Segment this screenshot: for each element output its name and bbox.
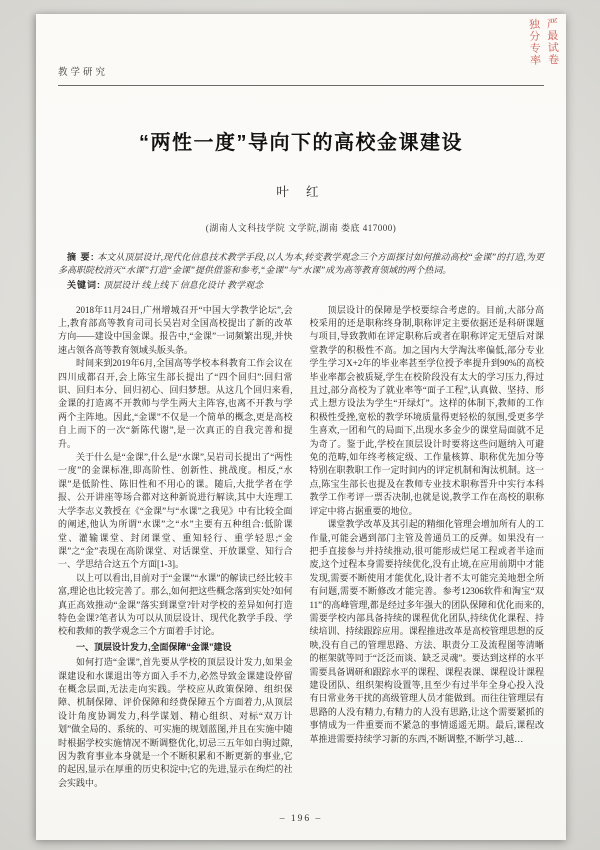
body-paragraph: 以上可以看出,目前对于“金课”“水课”的解读已经比较丰富,理论也比较完善了。那么,如何把这些概念落到实处?如何真正高效推动“金课”落实到课堂?针对学校的差异如何打造特色金课?笔者认为可以从顶层设计、现代化教学手段、学校和教师的教学观念三个方面着手讨论。 bbox=[58, 572, 293, 637]
body-paragraph: 时间来到2019年6月,全国高等学校本科教育工作会议在四川成都召开,会上陈宝生部长提出了“四个回归”:回归常识、回归本分、回归初心、回归梦想。从这几个回归来看,金课的打造离不开教师与学生两大主阵容,也离不开教与学两个主阵地。因此,“金课”不仅是一个简单的概念,更是高校自上而下的一次“新陈代谢”,是一次真正的自我完善和提升。 bbox=[58, 358, 293, 449]
stamp-column-2: 严最试卷 bbox=[545, 17, 559, 66]
page-content bbox=[36, 14, 566, 840]
body-paragraph: 2018年11月24日,广州增城召开“中国大学教学论坛”,会上,教育部高等教育司司长吴岩对全国高校提出了新的改革方向——建设中国金课。报告中,“金课”一词频繁出现,并快速占领各高等教育领域头版头条。 bbox=[58, 304, 293, 355]
keywords-text: 顶层设计 线上线下 信息化设计 教学观念 bbox=[103, 280, 264, 291]
article-body bbox=[58, 304, 544, 793]
author-name: 叶 红 bbox=[276, 185, 326, 199]
header-divider bbox=[58, 85, 544, 86]
body-paragraph: 顶层设计的保障是学校要综合考虑的。目前,大部分高校采用的还是职称终身制,职称评定主要依据还是科研课题与项目,导致教师在评定职称后或者在职称评定无望后对课堂教学的积极性不高。加之国内大学淘汰率偏低,部分专业学生学习X+2年的毕业率甚至学位授予率提升到90%的高校毕业率都会被质疑,学生在校阶段没有太大的学习压力,得过且过,部分高校为了就业率等“面子工程”,认真做、坚持、形式上想方设法为学生“开绿灯”。这样的体制下,教师的工作积极性受挫,宽松的教学环境质量得更轻松的氛围,受更多学生喜欢,一团和气的局面下,出现水多金少的课堂局面就不足为奇了。鉴于此,学校在顶层设计时要将这些问题纳入可避免的范畴,如年终考核定级、工作量核算、职称优先加分等特别在职教职工作一定时间内的评定机制和淘汰机制。这一点,陈宝生部长也提及在教师专业技术职称晋升中实行本科教学工作考评一票否决制,也就是说,教学工作在高校的职称评定中将占据重要的地位。 bbox=[309, 304, 544, 516]
body-paragraph: 如何打造“金课”,首先要从学校的顶层设计发力,如果金课建设和水课退出等方面入手不力,必然导致金课建设停留在概念层面,无法走向实践。学校应从政策保障、组织保障、机制保障、评价保障和经费保障五个方面着力,从顶层设计角度协调发力,科学谋划、精心组织、对标“双万计划”做全局的、系统的、可实施的规划蓝图,并且在实施中随时根据学校实施情况不断调整优化,切忌三五年如白驹过隙,因为教育事业本身就是一个不断积累和不断更新的事业,它的起因,显示在厚重的历史积淀中;它的先进,显示在绚烂的社会实践中。 bbox=[58, 657, 293, 788]
body-paragraph: 课堂教学改革及其引起的精细化管理会增加所有人的工作量,可能会遇到部门主管及普通员工的反弹。如果没有一把手直接参与并持续推动,很可能形成烂尾工程或者半途而废,这个过程本身需要持续优化,没有止境,在应用前期中才能发现,需要不断使用才能优化,设计者不太可能完美地想全所有问题,需要不断修改才能完善。参考12306软件和淘宝“双11”的高峰管理,都是经过多年强大的团队保障和优化而来的,需要学校内部具备持续的课程优化团队,持续优化课程、持续培训、持续跟踪应用。课程推进改革是高校管理思想的反映,没有自己的管理思路、方法、职责分工及流程图等清晰的框架就等同于“泛泛而谈、缺乏灵魂”。要达到这样的水平需要具备调研和跟踪水平的课程、课程表课、课程设计课程建设团队、组织架构设置等,且至少有过半年全身心投入没有日常业务干扰的高级管理人员才能做到。而往往管理层有思路的人没有精力,有精力的人没有思路,让这个需要紧抓的事情成为一件重要而不紧急的事情遥遥无期。最后,课程改革推进需要持续学习新的东西,不断调整,不断学习,越… bbox=[309, 519, 544, 744]
abstract-block bbox=[58, 251, 544, 293]
page-number: – 196 – bbox=[279, 814, 323, 824]
abstract-paragraph bbox=[58, 251, 544, 277]
keywords-paragraph bbox=[58, 279, 544, 292]
keywords-label: 关键词: bbox=[67, 280, 101, 291]
abstract-label: 摘 要: bbox=[67, 252, 95, 262]
article-title: “两性一度”导向下的高校金课建设 bbox=[139, 132, 463, 154]
stamp-column-1: 独分专率 bbox=[527, 18, 541, 67]
abstract-text: 本文从顶层设计,现代化信息技术教学手段,以人为本,转变教学观念三个方面探讨如何推动高校“金课”的打造,为更多高职院校消灭“水课”打造“金课”提供借鉴和参考,“金课”与“水课”成为高等教育领域的两个热词。 bbox=[58, 252, 544, 276]
body-paragraph: 关于什么是“金课”,什么是“水课”,吴岩司长提出了“两性一度”的金课标准,即高阶性、创新性、挑战度。相反,“水课”是低阶性、陈旧性和不用心的课。随后,大批学者在学报、公开讲座等场合都对这种新说进行解读,其中大连理工大学李志义教授在《“金课”与“水课”之我见》中有比较全面的阐述,他认为所谓“水课”之“水”主要有五种组合:低阶课堂、灌输课堂、封闭课堂、重知轻行、重学轻思;“金课”之“金”表现在高阶课堂、对话课堂、开放课堂、知行合一、学思结合这五个方面[1-3]。 bbox=[58, 452, 293, 570]
paper-page bbox=[36, 14, 566, 840]
section-heading: 一、顶层设计发力,全面保障“金课”建设 bbox=[76, 641, 232, 652]
journal-section-label: 教学研究 bbox=[58, 68, 109, 78]
author-affiliation: (湖南人文科技学院 文学院,湖南 娄底 417000) bbox=[205, 223, 397, 233]
